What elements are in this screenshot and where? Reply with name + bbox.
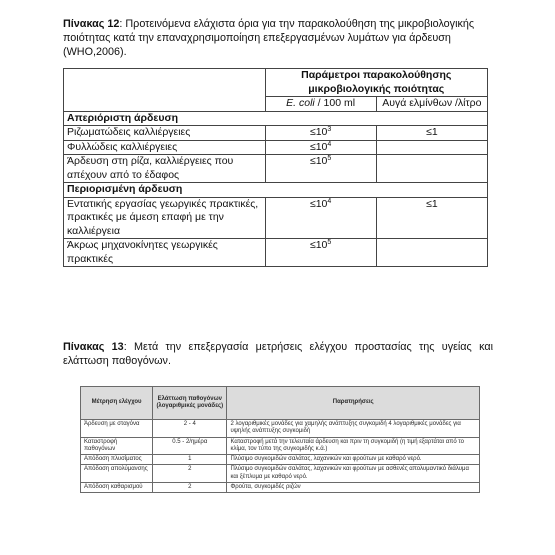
ecoli-italic: E. coli [286, 97, 315, 109]
table-row [64, 155, 488, 183]
ecoli-value: $\le 10^5$ [265, 239, 376, 267]
ecoli-value: $\le 10^4$ [265, 197, 376, 239]
table12-section-restricted: Περιορισμένη άρδευση [64, 183, 488, 198]
table12-header-row [64, 69, 488, 97]
measure-cell: Απόδοση καθαρισμού [81, 483, 153, 493]
remarks-cell: Πλύσιμο συγκομιδών σαλάτας, λαχανικών και φρούτων με ασθενές απολυμαντικό διάλυμα και ξέπλυμα με καθαρό νερό. [227, 465, 480, 483]
measure-cell: Απόδοση απολύμανσης [81, 465, 153, 483]
table12-caption [63, 17, 493, 59]
measure-cell: Απόδοση πλυσίματος [81, 455, 153, 465]
table12-col-helminth: Αυγά ελμίνθων /λίτρο [376, 97, 487, 112]
table12-section-row [64, 111, 488, 126]
helminth-value [376, 239, 487, 267]
table-row [81, 483, 480, 493]
table13-header-row [81, 387, 480, 420]
table-row [64, 126, 488, 141]
reduction-cell: 2 [153, 483, 227, 493]
table12-section-row [64, 183, 488, 198]
ecoli-value: $\le 10^4$ [265, 140, 376, 155]
table-row [64, 239, 488, 267]
helminth-value [376, 155, 487, 183]
table13-caption-text: : Μετά την επεξεργασία μετρήσεις ελέγχου προστασίας της υγείας και ελάττωση παθογόνων. [63, 341, 493, 367]
table12-col-ecoli [265, 97, 376, 112]
measure-cell: Άρδευση με σταγόνα [81, 420, 153, 438]
who-microbiological-limits-table [63, 68, 488, 267]
table12-empty-corner [64, 69, 266, 112]
table-row [81, 455, 480, 465]
reduction-cell: 1 [153, 455, 227, 465]
helminth-value [376, 140, 487, 155]
helminth-value: ≤1 [376, 126, 487, 141]
table12-caption-label: Πίνακας 12 [63, 18, 120, 30]
row-label: Ριζωματώδεις καλλιέργειες [64, 126, 266, 141]
measure-cell: Καταστροφή παθογόνων [81, 437, 153, 455]
table12-section-unrestricted: Απεριόριστη άρδευση [64, 111, 488, 126]
reduction-cell: 2 [153, 465, 227, 483]
table-row [81, 420, 480, 438]
reduction-cell: 0.5 - 2/ημέρα [153, 437, 227, 455]
row-label: Άρδευση στη ρίζα, καλλιέργειες που απέχουν από το έδαφος [64, 155, 266, 183]
table-row [64, 197, 488, 239]
ecoli-value: $\le 10^3$ [265, 126, 376, 141]
table-row [81, 465, 480, 483]
table13-col-reduction: Ελάττωση παθογόνων (λογαριθμικές μονάδες) [153, 387, 227, 420]
reduction-cell: 2 - 4 [153, 420, 227, 438]
remarks-cell: Πλύσιμο συγκομιδών σαλάτας, λαχανικών και φρούτων με καθαρό νερό. [227, 455, 480, 465]
table12-header-group: Παράμετροι παρακολούθησης μικροβιολογικής ποιότητας [265, 69, 488, 97]
remarks-cell: Καταστροφή μετά την τελευταία άρδευση και πριν τη συγκομιδή (η τιμή εξαρτάται από το κλίμα, τον τύπο της συγκομιδής κ.ά.) [227, 437, 480, 455]
table-row [81, 437, 480, 455]
remarks-cell: Φρούτα, συγκομιδές ριζών [227, 483, 480, 493]
remarks-cell: 2 λογαριθμικές μονάδες για χαμηλής ανάπτυξης συγκομιδή 4 λογαριθμικές μονάδες για υψηλής ανάπτυξης συγκομιδή [227, 420, 480, 438]
row-label: Φυλλώδεις καλλιέργειες [64, 140, 266, 155]
ecoli-value: $\le 10^5$ [265, 155, 376, 183]
pathogen-reduction-table [80, 386, 480, 493]
table13-col-measure: Μέτρηση ελέγχου [81, 387, 153, 420]
row-label: Εντατικής εργασίας γεωργικές πρακτικές, πρακτικές με άμεση επαφή με την καλλιέργεια [64, 197, 266, 239]
table13-scan [80, 386, 480, 530]
table13-caption-label: Πίνακας 13 [63, 341, 124, 353]
row-label: Άκρως μηχανοκίνητες γεωργικές πρακτικές [64, 239, 266, 267]
helminth-value: ≤1 [376, 197, 487, 239]
table-row [64, 140, 488, 155]
table12-caption-text: : Προτεινόμενα ελάχιστα όρια για την παρακολούθηση της μικροβιολογικής ποιότητας κατά την επαναχρησιμοποίηση επεξεργασμένων λυμάτων για άρδευση (WHO,2006). [63, 18, 475, 58]
table13-col-remarks: Παρατηρήσεις [227, 387, 480, 420]
ecoli-unit: / 100 ml [314, 97, 356, 109]
table13-caption [63, 340, 493, 368]
